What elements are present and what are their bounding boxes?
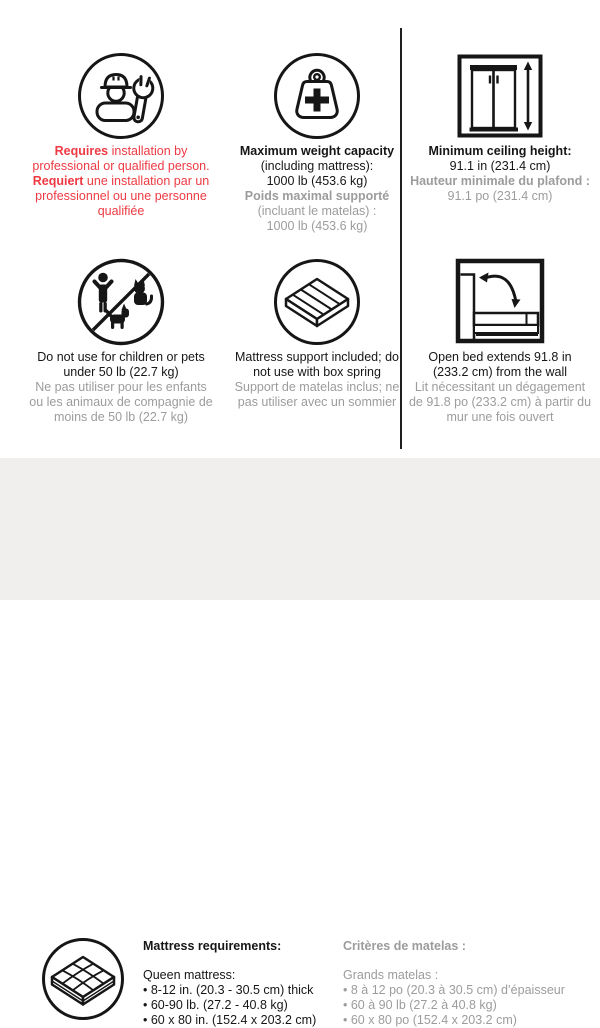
text-line: ou les animaux de compagnie de xyxy=(29,395,213,409)
panel-max-weight xyxy=(231,52,403,234)
text-line: (233.2 cm) from the wall xyxy=(432,365,568,379)
text-line: professional or qualified person. xyxy=(32,159,210,173)
text-line: Ne pas utiliser pour les enfants xyxy=(35,380,207,394)
text-line: Hauteur minimale du plafond : xyxy=(410,174,590,188)
bullet-item: • 60 à 90 lb (27.2 à 40.8 kg) xyxy=(343,998,565,1013)
panel-installation-text xyxy=(32,144,209,219)
text-line: Requiert une installation par un xyxy=(32,174,210,188)
panel-mattress-support-text xyxy=(235,350,400,410)
mattress-specs-en xyxy=(143,983,316,1028)
cat-silhouette xyxy=(134,279,152,305)
bullet-item: • 60-90 lb. (27.2 - 40.8 kg) xyxy=(143,998,316,1013)
installer-hardhat-wrench-icon xyxy=(77,52,165,140)
text-line: Mattress support included; do xyxy=(235,350,399,364)
text-line: Do not use for children or pets xyxy=(37,350,205,364)
slatted-mattress-support-icon xyxy=(273,258,361,346)
weight-plus-icon xyxy=(273,52,361,140)
no-children-pets-icon xyxy=(77,258,165,346)
bullet-item: • 8 à 12 po (20.3 à 30.5 cm) d’épaisseur xyxy=(343,983,565,998)
panel-no-children-pets-text xyxy=(29,350,212,425)
mattress-specs-fr xyxy=(343,983,565,1028)
text-line: moins de 50 lb (22.7 kg) xyxy=(53,410,189,424)
text-line: Lit nécessitant un dégagement xyxy=(414,380,586,394)
panel-ceiling-height xyxy=(402,52,598,204)
text-line: 91.1 po (231.4 cm) xyxy=(447,189,553,203)
mattress-requirements-band xyxy=(0,458,600,1027)
bullet-item: • 8-12 in. (20.3 - 30.5 cm) thick xyxy=(143,983,316,998)
mattress-size-subtitle-fr: Grands matelas : xyxy=(343,968,439,982)
mattress-size-subtitle: Queen mattress: xyxy=(143,968,236,982)
panel-open-bed-text xyxy=(409,350,591,425)
text-line: (incluant le matelas) : xyxy=(257,204,377,218)
text-line: Requires installation by xyxy=(54,144,188,158)
text-line: Support de matelas inclus; ne xyxy=(234,380,400,394)
text-line: professionnel ou une personne xyxy=(35,189,207,203)
quilted-mattress-icon xyxy=(41,937,125,1021)
panel-mattress-support xyxy=(231,258,403,410)
child-silhouette xyxy=(95,273,112,313)
mattress-requirements-fr xyxy=(343,939,565,1028)
text-line: mur une fois ouvert xyxy=(446,410,554,424)
text-line: 1000 lb (453.6 kg) xyxy=(266,174,368,188)
ceiling-height-arrow-icon xyxy=(457,52,543,140)
text-line: 1000 lb (453.6 kg) xyxy=(266,219,368,233)
text-line: 91.1 in (231.4 cm) xyxy=(449,159,551,173)
text-line: not use with box spring xyxy=(253,365,381,379)
text-line: (including mattress): xyxy=(260,159,374,173)
panel-open-bed xyxy=(402,258,598,425)
panel-max-weight-text xyxy=(240,144,394,234)
text-line: Open bed extends 91.8 in xyxy=(428,350,572,364)
text-line: under 50 lb (22.7 kg) xyxy=(63,365,179,379)
panel-ceiling-height-text xyxy=(410,144,590,204)
mattress-requirements-title-fr: Critères de matelas : xyxy=(343,939,466,953)
open-bed-from-wall-icon xyxy=(455,258,545,346)
text-line: pas utiliser avec un sommier xyxy=(237,395,397,409)
mattress-requirements-title: Mattress requirements: xyxy=(143,939,282,953)
text-line: qualifiée xyxy=(97,204,145,218)
text-line: Maximum weight capacity xyxy=(239,144,395,158)
text-line: Minimum ceiling height: xyxy=(428,144,572,158)
text-line: Poids maximal supporté xyxy=(244,189,390,203)
mattress-requirements-en xyxy=(143,939,316,1028)
bullet-item: • 60 x 80 in. (152.4 x 203.2 cm) xyxy=(143,1013,316,1028)
panel-no-children-pets xyxy=(15,258,227,425)
bullet-item: • 60 x 80 po (152.4 x 203.2 cm) xyxy=(343,1013,565,1028)
text-line: de 91.8 po (233.2 cm) à partir du xyxy=(408,395,592,409)
panel-installation xyxy=(15,52,227,219)
